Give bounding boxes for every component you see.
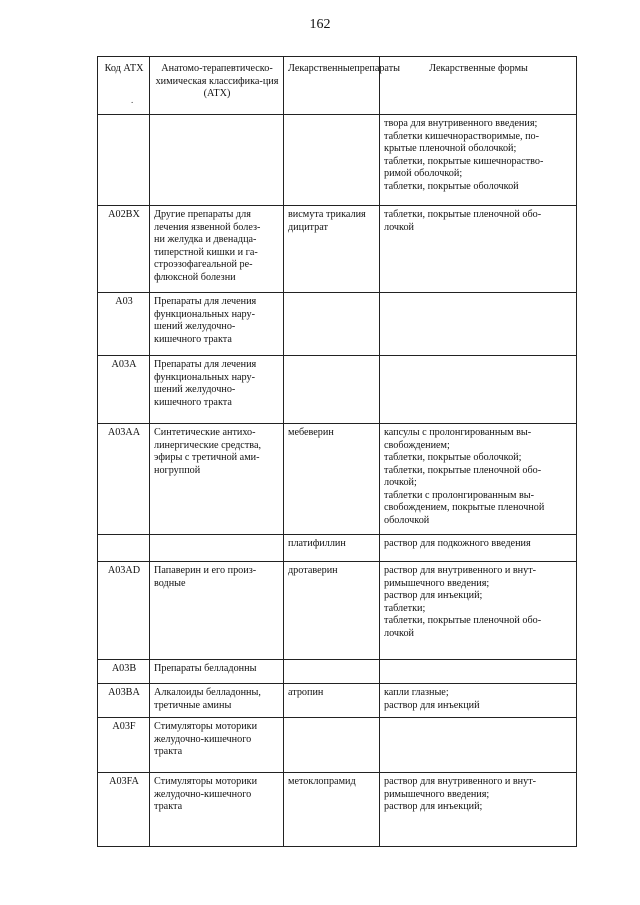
- cell-line: римышечного введения;: [384, 788, 490, 800]
- cell-line: шений желудочно-: [154, 384, 236, 395]
- table-row: [98, 293, 577, 356]
- dosage-forms: [380, 424, 577, 535]
- atx-code: A03FA: [98, 773, 150, 847]
- drug-name: [284, 115, 380, 206]
- atx-classification: [150, 424, 284, 535]
- atx-classification: [150, 773, 284, 847]
- table-row: [98, 684, 577, 718]
- drug-name: [284, 718, 380, 773]
- header-drugs: [284, 57, 400, 115]
- cell-line: Алкалоиды белладонны,: [154, 687, 261, 698]
- cell-line: водные: [154, 577, 186, 589]
- cell-line: ни желудка и двенадца-: [154, 234, 257, 245]
- atx-classification: [150, 684, 284, 718]
- atx-code: A03F: [98, 718, 150, 773]
- atx-code: [98, 115, 150, 206]
- atx-code: A03A: [98, 356, 150, 424]
- atx-table: [97, 56, 577, 847]
- table-row: [98, 773, 577, 847]
- cell-line: функциональных нару-: [154, 308, 255, 320]
- cell-line: римышечного введения;: [384, 577, 490, 589]
- drug-name: [284, 660, 380, 684]
- table-row: [98, 424, 577, 535]
- dosage-forms: [380, 684, 577, 718]
- cell-line: таблетки, покрытые оболочкой: [384, 180, 519, 192]
- cell-line: желудочно-кишечного: [154, 788, 252, 800]
- header-classification: [150, 57, 284, 115]
- atx-classification: [150, 660, 284, 684]
- cell-line: раствор для инъекций: [384, 699, 480, 711]
- cell-line: таблетки, покрытые пленочной обо-: [384, 209, 542, 220]
- atx-classification: [150, 718, 284, 773]
- cell-line: лочкой: [384, 221, 415, 233]
- cell-line: раствор для внутривенного и внут-: [384, 776, 537, 787]
- drug-name: [284, 773, 380, 847]
- table-row: [98, 115, 577, 206]
- cell-line: капли глазные;: [384, 687, 449, 698]
- atx-code: A02BX: [98, 206, 150, 293]
- atx-code: A03: [98, 293, 150, 356]
- cell-line: линергические средства,: [154, 439, 262, 451]
- atx-code: A03AD: [98, 562, 150, 660]
- cell-line: тракта: [154, 746, 183, 757]
- cell-line: капсулы с пролонгированным вы-: [384, 427, 532, 438]
- cell-line: Анатомо-терапевтическо-: [161, 63, 273, 74]
- cell-line: Препараты белладонны: [154, 663, 257, 674]
- atx-classification: [150, 206, 284, 293]
- cell-line: таблетки, покрытые пленочной обо-: [384, 615, 542, 626]
- atx-classification: [150, 562, 284, 660]
- table-body: [98, 115, 577, 847]
- cell-line: таблетки, покрытые оболочкой;: [384, 452, 522, 463]
- drug-name: [284, 684, 380, 718]
- cell-line: мебеверин: [288, 427, 334, 438]
- dosage-forms: [380, 356, 577, 424]
- header-code: Код АТХ: [98, 57, 150, 115]
- dosage-forms: [380, 206, 577, 293]
- dosage-forms: [380, 773, 577, 847]
- cell-line: строэзофагеальной ре-: [154, 259, 253, 270]
- cell-line: оболочкой: [384, 514, 430, 526]
- cell-line: висмута трикалия: [288, 209, 366, 220]
- cell-line: раствор для инъекций;: [384, 590, 483, 601]
- cell-line: лечения язвенной болез-: [154, 221, 261, 233]
- cell-line: третичные амины: [154, 699, 232, 711]
- atx-classification: [150, 356, 284, 424]
- cell-line: римой оболочкой;: [384, 168, 463, 179]
- cell-line: Стимуляторы моторики: [154, 776, 258, 787]
- cell-line: ция (АТХ): [203, 75, 279, 99]
- margin-mark: .: [131, 95, 134, 105]
- cell-line: таблетки с пролонгированным вы-: [384, 489, 535, 501]
- cell-line: тракта: [154, 801, 183, 812]
- table-row: [98, 660, 577, 684]
- cell-line: атропин: [288, 687, 324, 698]
- table-row: [98, 562, 577, 660]
- cell-line: Лекарственные: [288, 63, 355, 74]
- table-row: [98, 535, 577, 562]
- table-row: [98, 718, 577, 773]
- dosage-forms: [380, 115, 577, 206]
- atx-code: A03BA: [98, 684, 150, 718]
- cell-line: Папаверин и его произ-: [154, 565, 257, 576]
- cell-line: лочкой: [384, 627, 415, 639]
- drug-name: [284, 293, 380, 356]
- cell-line: желудочно-кишечного: [154, 733, 252, 745]
- cell-line: ногруппой: [154, 464, 201, 476]
- cell-line: платифиллин: [288, 538, 346, 549]
- dosage-forms: [380, 535, 577, 562]
- dosage-forms: [380, 562, 577, 660]
- atx-code: A03B: [98, 660, 150, 684]
- cell-line: таблетки, покрытые пленочной обо-: [384, 464, 542, 476]
- table-header-row: [98, 57, 577, 115]
- cell-line: шений желудочно-: [154, 321, 236, 332]
- cell-line: препараты: [354, 63, 400, 74]
- drug-name: [284, 356, 380, 424]
- cell-line: Другие препараты для: [154, 209, 251, 220]
- cell-line: свобождением;: [384, 439, 450, 451]
- atx-code: A03AA: [98, 424, 150, 535]
- cell-line: типерстной кишки и га-: [154, 246, 258, 258]
- cell-line: Стимуляторы моторики: [154, 721, 258, 732]
- cell-line: Препараты для лечения: [154, 296, 257, 307]
- cell-line: дротаверин: [288, 565, 338, 576]
- page-number: 162: [309, 17, 331, 32]
- cell-line: функциональных нару-: [154, 371, 255, 383]
- cell-line: твора для внутривенного введения;: [384, 118, 538, 129]
- cell-line: лочкой;: [384, 477, 417, 488]
- atx-code: [98, 535, 150, 562]
- table-row: [98, 356, 577, 424]
- atx-classification: [150, 535, 284, 562]
- drug-name: [284, 424, 380, 535]
- drug-name: [284, 562, 380, 660]
- cell-line: Синтетические антихо-: [154, 427, 256, 438]
- cell-line: таблетки, покрытые кишечнораство-: [384, 155, 544, 167]
- cell-line: раствор для внутривенного и внут-: [384, 565, 537, 576]
- drug-name: [284, 535, 380, 562]
- cell-line: кишечного тракта: [154, 396, 232, 408]
- dosage-forms: [380, 660, 577, 684]
- atx-classification: [150, 293, 284, 356]
- dosage-forms: [380, 718, 577, 773]
- atx-classification: [150, 115, 284, 206]
- cell-line: Препараты для лечения: [154, 359, 257, 370]
- cell-line: таблетки кишечнорастворимые, по-: [384, 130, 540, 142]
- cell-line: свобождением, покрытые пленочной: [384, 502, 545, 513]
- cell-line: крытые пленочной оболочкой;: [384, 143, 517, 154]
- cell-line: химическая классифика-: [155, 75, 263, 87]
- cell-line: раствор для подкожного введения: [384, 538, 531, 549]
- dosage-forms: [380, 293, 577, 356]
- header-forms: Лекарственные формы: [380, 57, 577, 115]
- cell-line: флюксной болезни: [154, 271, 236, 283]
- cell-line: таблетки;: [384, 602, 426, 614]
- cell-line: раствор для инъекций;: [384, 801, 483, 812]
- cell-line: эфиры с третичной ами-: [154, 452, 260, 463]
- cell-line: дицитрат: [288, 221, 328, 233]
- cell-line: метоклопрамид: [288, 776, 356, 787]
- table-row: [98, 206, 577, 293]
- drug-name: [284, 206, 380, 293]
- cell-line: кишечного тракта: [154, 333, 232, 345]
